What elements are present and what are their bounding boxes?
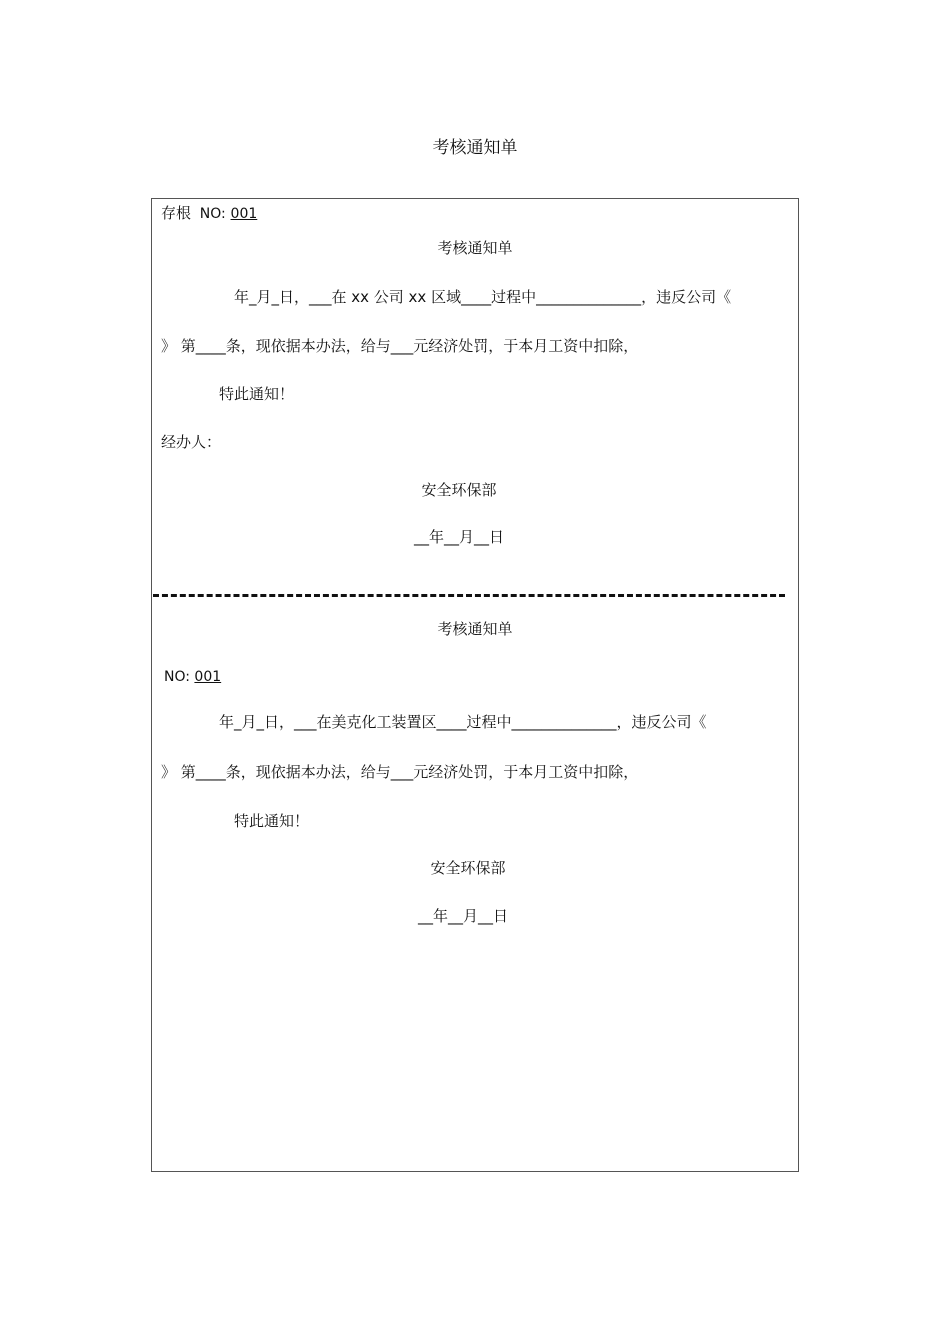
page-title: 考核通知单	[432, 138, 518, 158]
notice-body-line2: 》 第____条，现依据本办法，给与___元经济处罚，于本月工资中扣除，	[161, 763, 639, 781]
notice-date: __年__月__日	[417, 907, 508, 925]
stub-handler: 经办人：	[161, 433, 222, 451]
notice-number	[164, 667, 221, 687]
notice-title: 考核通知单	[437, 620, 513, 638]
stub-header	[161, 203, 257, 224]
stub-department: 安全环保部	[421, 481, 497, 499]
cut-line	[153, 594, 785, 597]
notice-no-label: NO:	[164, 669, 190, 685]
stub-date: __年__月__日	[413, 528, 504, 546]
notice-body-line1: 年_月_日，___在美克化工装置区____过程中______________，违反公司《	[219, 713, 707, 731]
stub-no-label: NO:	[199, 206, 226, 222]
stub-label: 存根	[161, 204, 192, 222]
stub-no-value: 001	[230, 206, 258, 222]
notice-no-value: 001	[194, 669, 222, 685]
notice-notice: 特此通知！	[234, 812, 310, 830]
stub-body-line2: 》 第____条，现依据本办法，给与___元经济处罚，于本月工资中扣除，	[161, 337, 639, 355]
stub-body-line1: 年_月_日，___在 xx 公司 xx 区域____过程中______________，违反公司《	[234, 288, 732, 306]
notice-department: 安全环保部	[430, 859, 506, 877]
stub-notice: 特此通知！	[219, 385, 295, 403]
stub-title: 考核通知单	[437, 239, 513, 257]
